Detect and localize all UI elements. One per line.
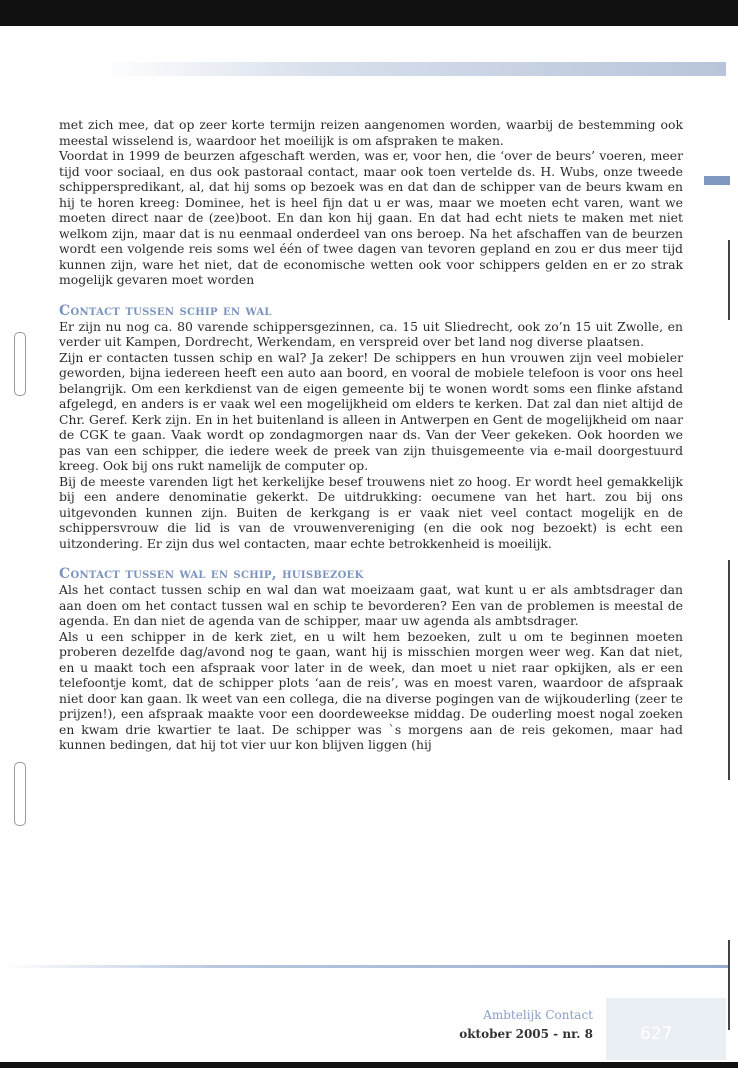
margin-tab-marker (704, 176, 730, 185)
body-paragraph: Zijn er contacten tussen schip en wal? Ja zeker! De schippers en hun vrouwen zijn veel mobieler geworden, bijna iedereen heeft een auto aan boord, en vooral de mobiele telefoon is voor ons heel belangrijk. Om een kerkdienst van de eigen gemeente bij te wonen wordt soms een flinke afstand afgelegd, en anders is er vaak wel een mogelijkheid om elders te kerken. Dat zal dan niet altijd de Chr. Geref. Kerk zijn. En in het buitenland is alleen in Antwerpen en Gent de mogelijkheid om naar de CGK te gaan. Vaak wordt op zondagmorgen naar ds. Van der Veer gekeken. Ook hoorden we pas van een schipper, die iedere week de preek van zijn thuisgemeente via e-mail doorgestuurd kreeg. Ook bij ons rukt namelijk de computer op. (59, 349, 683, 473)
header-stripe (100, 62, 726, 76)
section-heading: Contact tussen wal en schip, huisbezoek (59, 566, 364, 582)
publication-title: Ambtelijk Contact (483, 1008, 593, 1022)
page-edge-shadow (728, 560, 730, 780)
body-paragraph: Er zijn nu nog ca. 80 varende schippersgezinnen, ca. 15 uit Sliedrecht, ook zo’n 15 uit Zwolle, en verder uit Kampen, Dordrecht, Werkendam, en verspreid over bet land nog diverse plaatsen. (59, 318, 683, 349)
page-edge-shadow (728, 240, 730, 320)
issue-info: oktober 2005 - nr. 8 (459, 1027, 593, 1041)
scan-top-edge (0, 0, 738, 26)
scan-bottom-edge (0, 1062, 738, 1068)
body-paragraph: Voordat in 1999 de beurzen afgeschaft werden, was er, voor hen, die ‘over de beurs’ voeren, meer tijd voor sociaal, en dus ook pastoraal contact, maar ook toen vertelde ds. H. Wubs, onze tweede schipperspredikant, al, dat hij soms op bezoek was en dat dan de schipper van de beurs kwam en hij te horen kreeg: Dominee, het is heel fijn dat u er was, maar we moeten echt varen, want we moeten direct naar de (zee)boot. En dan kon hij gaan. En dat had echt niets te maken met niet welkom zijn, maar dat is nu eenmaal onderdeel van ons beroep. Na het afschaffen van de beurzen wordt een volgende reis soms wel één of twee dagen van tevoren gepland en zou er dus meer tijd kunnen zijn, ware het niet, dat de economische wetten ook voor schippers gelden en er zo strak mogelijk gevaren moet worden (59, 148, 683, 287)
footer-rule (0, 965, 728, 968)
page-number: 627 (640, 1024, 673, 1044)
body-paragraph: Als het contact tussen schip en wal dan wat moeizaam gaat, wat kunt u er als ambtsdrager dan aan doen om het contact tussen wal en schip te bevorderen? Een van de problemen is meestal de agenda. En dan niet de agenda van de schipper, maar uw agenda als ambtsdrager. (59, 582, 683, 628)
article-body (59, 117, 683, 753)
staple-icon (14, 332, 26, 396)
body-paragraph: met zich mee, dat op zeer korte termijn reizen aangenomen worden, waarbij de bestemming ook meestal wisselend is, waardoor het moeilijk is om afspraken te maken. (59, 117, 683, 148)
section-heading: Contact tussen schip en wal (59, 302, 272, 319)
staple-icon (14, 762, 26, 826)
page-edge-shadow (728, 940, 730, 1030)
body-paragraph: Bij de meeste varenden ligt het kerkelijke besef trouwens niet zo hoog. Er wordt heel gemakkelijk bij een andere denominatie gekerkt. De uitdrukking: oecumene van het hart. zou bij ons uitgevonden kunnen zijn. Buiten de kerkgang is er vaak niet veel contact mogelijk en de schippersvrouw die lid is van de vrouwenvereniging (en die ook nog bezoekt) is echt een uitzondering. Er zijn dus wel contacten, maar echte betrokkenheid is moeilijk. (59, 473, 683, 551)
body-paragraph: Als u een schipper in de kerk ziet, en u wilt hem bezoeken, zult u om te beginnen moeten proberen dezelfde dag/avond nog te gaan, want hij is misschien morgen weer weg. Kan dat niet, en u maakt toch een afspraak voor later in de week, dan moet u niet raar opkijken, als er een telefoontje komt, dat de schipper plots ‘aan de reis’, was en moest varen, waardoor de afspraak niet door kan gaan. lk weet van een collega, die na diverse pogingen van de wijkouderling (zeer te prijzen!), een afspraak maakte voor een doordeweekse middag. De ouderling moest nogal zoeken en kwam drie kwartier te laat. De schipper was `s morgens aan de reis gekomen, maar had kunnen bedingen, dat hij tot vier uur kon blijven liggen (hij (59, 628, 683, 752)
